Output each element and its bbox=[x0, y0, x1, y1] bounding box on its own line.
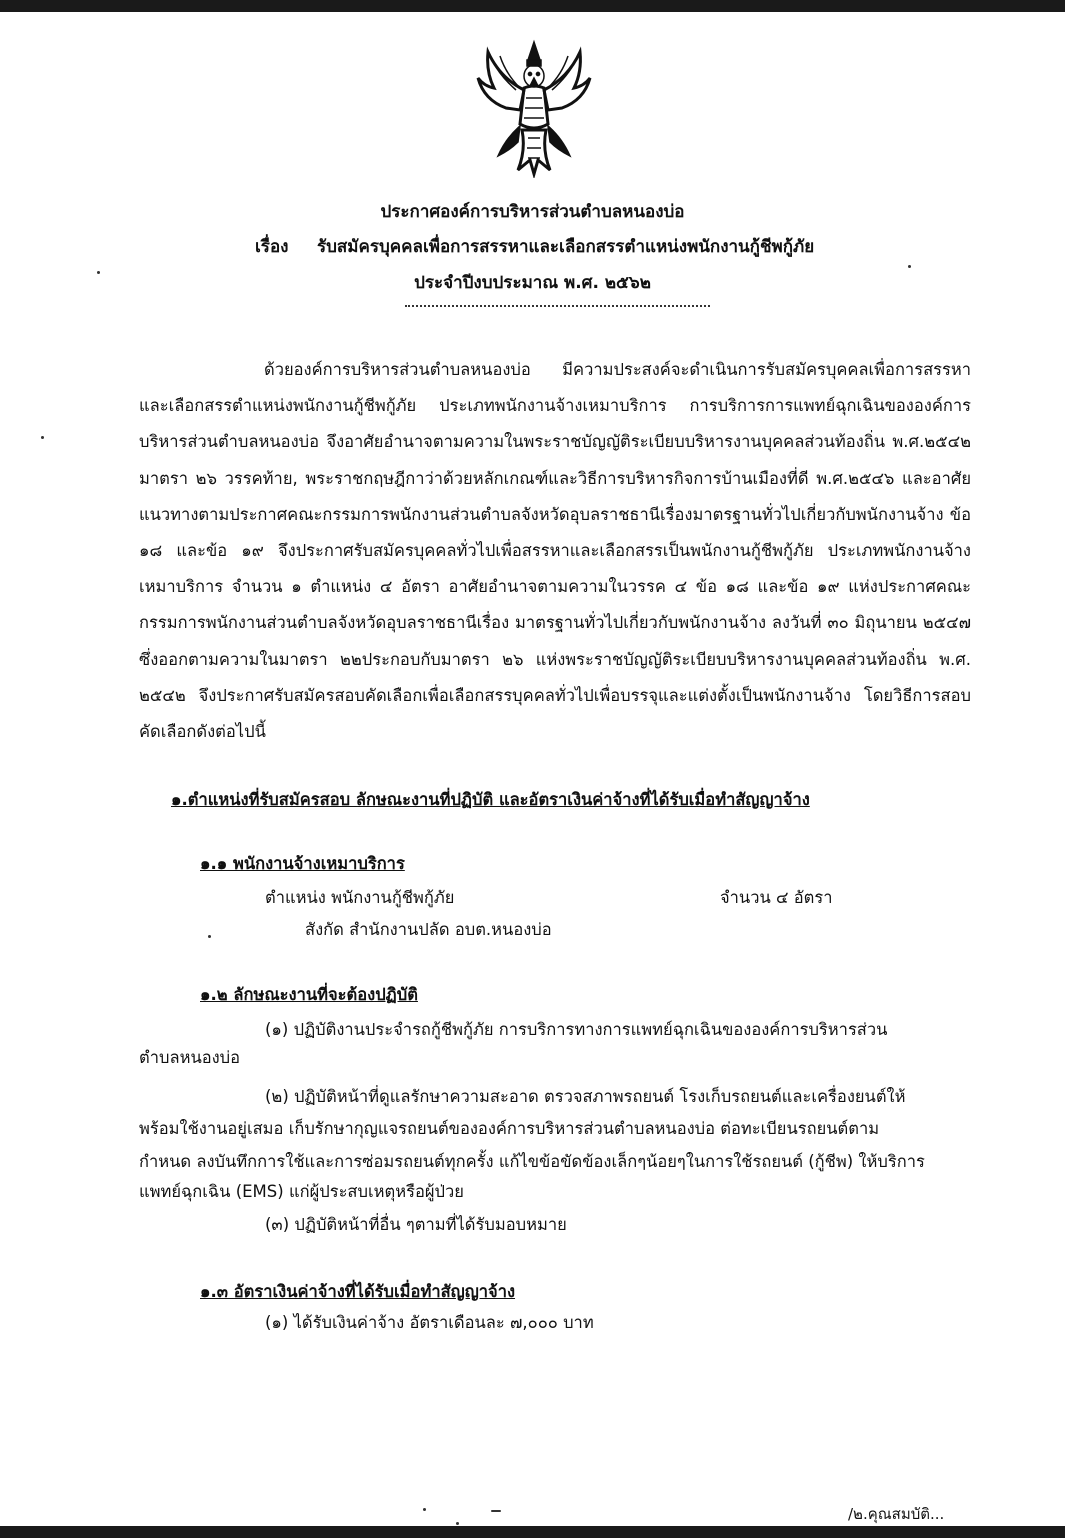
intro-paragraph: ด้วยองค์การบริหารส่วนตำบลหนองบ่อ มีความประสงค์จะดำเนินการรับสมัครบุคคลเพื่อการสรรหาและเลือกสรรตำแหน่งพนักงานกู้ชีพกู้ภัย ประเภทพนักงานจ้างเหมาบริการ การบริการการแพทย์ฉุกเฉินขององค์การบริหารส่วนตำบลหนองบ่อ จึงอาศัยอำนาจตามความในพระราชบัญญัติระเบียบบริหารงานบุคคลส่วนท้องถิ่น พ.ศ.๒๕๔๒ มาตรา ๒๖ วรรคท้าย, พระราชกฤษฎีกาว่าด้วยหลักเกณฑ์และวิธีการบริหารกิจการบ้านเมืองที่ดี พ.ศ.๒๕๔๖ และอาศัยแนวทางตามประกาศคณะกรรมการพนักงานส่วนตำบลจังหวัดอุบลราชธานีเรื่องมาตรฐานทั่วไปเกี่ยวกับพนักงานจ้าง ข้อ ๑๘ และข้อ ๑๙ จึงประกาศรับสมัครบุคคลทั่วไปเพื่อสรรหาและเลือกสรรเป็นพนักงานกู้ชีพกู้ภัย ประเภทพนักงานจ้างเหมาบริการ จำนวน ๑ ตำแหน่ง ๔ อัตรา อาศัยอำนาจตามความในวรรค ๔ ข้อ ๑๘ และข้อ ๑๙ แห่งประกาศคณะกรรมการพนักงานส่วนตำบลจังหวัดอุบลราชธานีเรื่อง มาตรฐานทั่วไปเกี่ยวกับพนักงานจ้าง ลงวันที่ ๓๐ มิถุนายน ๒๕๔๗ ซึ่งออกตามความในมาตรา ๒๒ประกอบกับมาตรา ๒๖ แห่งพระราชบัญญัติระเบียบบริหารงานบุคคลส่วนท้องถิ่น พ.ศ. ๒๕๔๒ จึงประกาศรับสมัครสอบคัดเลือกเพื่อเลือกสรรบุคคลทั่วไปเพื่อบรรจุและแต่งตั้งเป็นพนักงานจ้าง โดยวิธีการสอบคัดเลือกดังต่อไปนี้ bbox=[139, 360, 971, 742]
scan-bottom-edge bbox=[0, 1526, 1065, 1538]
scan-speck bbox=[491, 1510, 501, 1512]
scan-speck bbox=[456, 1522, 459, 1525]
position-count: จำนวน ๔ อัตรา bbox=[720, 888, 833, 907]
section-1-1-heading: ๑.๑ พนักงานจ้างเหมาบริการ bbox=[200, 854, 405, 873]
dotted-separator bbox=[405, 305, 710, 307]
announcement-title: ประกาศองค์การบริหารส่วนตำบลหนองบ่อ bbox=[380, 202, 685, 222]
duty-item-2-line-1: (๒) ปฏิบัติหน้าที่ดูแลรักษาความสะอาด ตรวจสภาพรถยนต์ โรงเก็บรถยนต์และเครื่องยนต์ให้ bbox=[265, 1087, 906, 1106]
page-continuation: /๒.คุณสมบัติ... bbox=[848, 1505, 945, 1523]
subject-text: รับสมัครบุคคลเพื่อการสรรหาและเลือกสรรตำแหน่งพนักงานกู้ชีพกู้ภัย bbox=[317, 237, 815, 257]
duty-item-1-cont: ตำบลหนองบ่อ bbox=[139, 1048, 241, 1067]
scan-speck bbox=[423, 1508, 426, 1511]
position-line: ตำแหน่ง พนักงานกู้ชีพกู้ภัย bbox=[265, 888, 455, 907]
fiscal-year: ประจำปีงบประมาณ พ.ศ. ๒๕๖๒ bbox=[414, 273, 651, 293]
section-1-2-heading: ๑.๒ ลักษณะงานที่จะต้องปฏิบัติ bbox=[200, 985, 418, 1004]
garuda-emblem-icon bbox=[470, 38, 598, 178]
duty-item-1: (๑) ปฏิบัติงานประจำรถกู้ชีพกู้ภัย การบริการทางการแพทย์ฉุกเฉินขององค์การบริหารส่วน bbox=[265, 1020, 888, 1039]
announcement-subject bbox=[255, 235, 1015, 259]
duty-item-3: (๓) ปฏิบัติหน้าที่อื่น ๆตามที่ได้รับมอบหมาย bbox=[265, 1215, 567, 1234]
duty-item-2-line-3: กำหนด ลงบันทึกการใช้และการซ่อมรถยนต์ทุกครั้ง แก้ไขข้อขัดข้องเล็กๆน้อยๆในการใช้รถยนต์ (กู้ชีพ) ให้บริการ bbox=[139, 1152, 925, 1171]
scan-speck bbox=[908, 265, 911, 268]
scan-speck bbox=[208, 935, 211, 938]
scan-speck bbox=[41, 436, 44, 439]
scan-top-edge bbox=[0, 0, 1065, 12]
affiliation-line: สังกัด สำนักงานปลัด อบต.หนองบ่อ bbox=[305, 920, 552, 939]
duty-item-2-line-4: แพทย์ฉุกเฉิน (EMS) แก่ผู้ประสบเหตุหรือผู้ป่วย bbox=[139, 1182, 464, 1201]
section-1-3-heading: ๑.๓ อัตราเงินค่าจ้างที่ได้รับเมื่อทำสัญญาจ้าง bbox=[200, 1282, 516, 1301]
subject-label: เรื่อง bbox=[255, 237, 289, 257]
scan-speck bbox=[97, 271, 100, 274]
duty-item-2-line-2: พร้อมใช้งานอยู่เสมอ เก็บรักษากุญแจรถยนต์ขององค์การบริหารส่วนตำบลหนองบ่อ ต่อทะเบียนรถยนต์ตาม bbox=[139, 1119, 880, 1138]
wage-item-1: (๑) ได้รับเงินค่าจ้าง อัตราเดือนละ ๗,๐๐๐ บาท bbox=[265, 1313, 594, 1332]
section-1-heading: ๑.ตำแหน่งที่รับสมัครสอบ ลักษณะงานที่ปฏิบัติ และอัตราเงินค่าจ้างที่ได้รับเมื่อทำสัญญาจ้าง bbox=[171, 790, 810, 809]
